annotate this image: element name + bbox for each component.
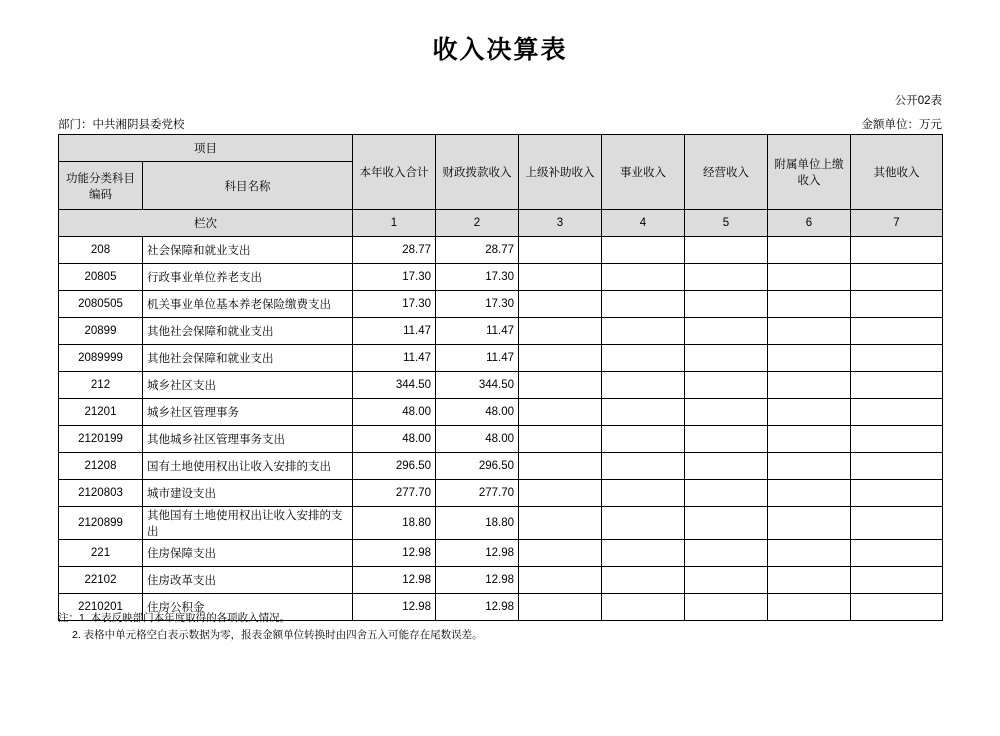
cell-business bbox=[602, 567, 685, 594]
cell-name: 住房保障支出 bbox=[143, 540, 353, 567]
cell-operating bbox=[685, 264, 768, 291]
table-row bbox=[59, 426, 943, 453]
note-line-1: 注：1. 本表反映部门本年度取得的各项收入情况。 bbox=[58, 612, 291, 624]
cell-superior bbox=[519, 345, 602, 372]
cell-code: 22102 bbox=[59, 567, 143, 594]
cell-business bbox=[602, 507, 685, 540]
cell-superior bbox=[519, 480, 602, 507]
income-final-accounts-table bbox=[58, 134, 942, 621]
cell-subordinate bbox=[768, 318, 851, 345]
table-row bbox=[59, 507, 943, 540]
cell-name: 机关事业单位基本养老保险缴费支出 bbox=[143, 291, 353, 318]
cell-other bbox=[851, 507, 943, 540]
cell-name: 其他城乡社区管理事务支出 bbox=[143, 426, 353, 453]
table-row bbox=[59, 318, 943, 345]
cell-name: 城市建设支出 bbox=[143, 480, 353, 507]
cell-name: 城乡社区支出 bbox=[143, 372, 353, 399]
cell-fiscal: 18.80 bbox=[436, 507, 519, 540]
cell-name: 城乡社区管理事务 bbox=[143, 399, 353, 426]
cell-superior bbox=[519, 426, 602, 453]
cell-business bbox=[602, 453, 685, 480]
cell-code: 20805 bbox=[59, 264, 143, 291]
cell-business bbox=[602, 372, 685, 399]
group-header-item: 项目 bbox=[59, 135, 353, 162]
table-row bbox=[59, 567, 943, 594]
cell-name: 国有土地使用权出让收入安排的支出 bbox=[143, 453, 353, 480]
cell-fiscal: 11.47 bbox=[436, 345, 519, 372]
cell-business bbox=[602, 264, 685, 291]
cell-fiscal: 344.50 bbox=[436, 372, 519, 399]
cell-business bbox=[602, 237, 685, 264]
cell-total: 12.98 bbox=[353, 594, 436, 621]
cell-superior bbox=[519, 594, 602, 621]
row-number-6: 6 bbox=[768, 210, 851, 237]
column-header-operating: 经营收入 bbox=[685, 135, 768, 210]
page-title: 收入决算表 bbox=[432, 37, 568, 64]
cell-business bbox=[602, 291, 685, 318]
cell-subordinate bbox=[768, 540, 851, 567]
cell-other bbox=[851, 480, 943, 507]
cell-subordinate bbox=[768, 594, 851, 621]
cell-code: 212 bbox=[59, 372, 143, 399]
cell-other bbox=[851, 318, 943, 345]
cell-operating bbox=[685, 237, 768, 264]
column-header-code: 功能分类科目编码 bbox=[59, 162, 143, 210]
cell-code: 2120199 bbox=[59, 426, 143, 453]
table-row bbox=[59, 345, 943, 372]
meta-row bbox=[58, 116, 942, 132]
cell-operating bbox=[685, 567, 768, 594]
cell-subordinate bbox=[768, 480, 851, 507]
cell-other bbox=[851, 237, 943, 264]
cell-total: 12.98 bbox=[353, 567, 436, 594]
cell-name: 住房公积金 bbox=[143, 594, 353, 621]
cell-subordinate bbox=[768, 372, 851, 399]
cell-superior bbox=[519, 264, 602, 291]
column-header-fiscal: 财政拨款收入 bbox=[436, 135, 519, 210]
cell-operating bbox=[685, 507, 768, 540]
note-line-2: 2. 表格中单元格空白表示数据为零，报表金额单位转换时由四舍五入可能存在尾数误差。 bbox=[72, 629, 483, 641]
cell-subordinate bbox=[768, 291, 851, 318]
cell-fiscal: 17.30 bbox=[436, 291, 519, 318]
cell-code: 2080505 bbox=[59, 291, 143, 318]
cell-business bbox=[602, 594, 685, 621]
cell-subordinate bbox=[768, 399, 851, 426]
cell-superior bbox=[519, 291, 602, 318]
cell-total: 344.50 bbox=[353, 372, 436, 399]
cell-superior bbox=[519, 372, 602, 399]
row-number-4: 4 bbox=[602, 210, 685, 237]
column-header-business: 事业收入 bbox=[602, 135, 685, 210]
row-number-3: 3 bbox=[519, 210, 602, 237]
cell-operating bbox=[685, 426, 768, 453]
cell-code: 2210201 bbox=[59, 594, 143, 621]
cell-operating bbox=[685, 594, 768, 621]
table-row bbox=[59, 453, 943, 480]
cell-total: 11.47 bbox=[353, 318, 436, 345]
cell-fiscal: 12.98 bbox=[436, 567, 519, 594]
cell-operating bbox=[685, 291, 768, 318]
cell-code: 208 bbox=[59, 237, 143, 264]
cell-superior bbox=[519, 540, 602, 567]
cell-total: 12.98 bbox=[353, 540, 436, 567]
row-number-2: 2 bbox=[436, 210, 519, 237]
cell-fiscal: 12.98 bbox=[436, 594, 519, 621]
cell-other bbox=[851, 567, 943, 594]
cell-total: 17.30 bbox=[353, 264, 436, 291]
cell-total: 48.00 bbox=[353, 399, 436, 426]
cell-code: 2120899 bbox=[59, 507, 143, 540]
column-header-total: 本年收入合计 bbox=[353, 135, 436, 210]
notes bbox=[58, 610, 483, 644]
cell-operating bbox=[685, 399, 768, 426]
table-row bbox=[59, 480, 943, 507]
cell-business bbox=[602, 426, 685, 453]
table-row bbox=[59, 264, 943, 291]
cell-total: 11.47 bbox=[353, 345, 436, 372]
cell-subordinate bbox=[768, 507, 851, 540]
row-number-5: 5 bbox=[685, 210, 768, 237]
cell-superior bbox=[519, 318, 602, 345]
cell-superior bbox=[519, 567, 602, 594]
cell-total: 277.70 bbox=[353, 480, 436, 507]
cell-other bbox=[851, 399, 943, 426]
cell-other bbox=[851, 291, 943, 318]
document-page bbox=[0, 30, 1000, 736]
row-number-label: 栏次 bbox=[59, 210, 353, 237]
cell-business bbox=[602, 540, 685, 567]
form-code: 公开02表 bbox=[894, 95, 942, 107]
cell-subordinate bbox=[768, 567, 851, 594]
cell-business bbox=[602, 399, 685, 426]
table-row bbox=[59, 399, 943, 426]
cell-code: 21208 bbox=[59, 453, 143, 480]
cell-operating bbox=[685, 480, 768, 507]
cell-other bbox=[851, 540, 943, 567]
cell-other bbox=[851, 426, 943, 453]
table-row bbox=[59, 291, 943, 318]
cell-total: 18.80 bbox=[353, 507, 436, 540]
cell-fiscal: 48.00 bbox=[436, 399, 519, 426]
cell-superior bbox=[519, 237, 602, 264]
cell-name: 其他社会保障和就业支出 bbox=[143, 318, 353, 345]
cell-fiscal: 277.70 bbox=[436, 480, 519, 507]
amount-unit-label: 金额单位：万元 bbox=[861, 119, 942, 131]
cell-fiscal: 11.47 bbox=[436, 318, 519, 345]
cell-total: 28.77 bbox=[353, 237, 436, 264]
table-rownumber-row bbox=[59, 210, 943, 237]
cell-operating bbox=[685, 372, 768, 399]
cell-total: 17.30 bbox=[353, 291, 436, 318]
cell-other bbox=[851, 453, 943, 480]
row-number-7: 7 bbox=[851, 210, 943, 237]
row-number-1: 1 bbox=[353, 210, 436, 237]
cell-code: 2120803 bbox=[59, 480, 143, 507]
cell-other bbox=[851, 372, 943, 399]
cell-operating bbox=[685, 540, 768, 567]
column-header-other: 其他收入 bbox=[851, 135, 943, 210]
table-group-header-row bbox=[59, 135, 943, 162]
cell-superior bbox=[519, 399, 602, 426]
cell-business bbox=[602, 318, 685, 345]
cell-fiscal: 48.00 bbox=[436, 426, 519, 453]
cell-business bbox=[602, 480, 685, 507]
cell-name: 行政事业单位养老支出 bbox=[143, 264, 353, 291]
cell-subordinate bbox=[768, 453, 851, 480]
cell-code: 20899 bbox=[59, 318, 143, 345]
cell-name: 其他社会保障和就业支出 bbox=[143, 345, 353, 372]
cell-name: 住房改革支出 bbox=[143, 567, 353, 594]
cell-operating bbox=[685, 345, 768, 372]
cell-operating bbox=[685, 318, 768, 345]
column-header-subordinate: 附属单位上缴收入 bbox=[768, 135, 851, 210]
table-row bbox=[59, 540, 943, 567]
cell-subordinate bbox=[768, 426, 851, 453]
cell-code: 2089999 bbox=[59, 345, 143, 372]
cell-code: 21201 bbox=[59, 399, 143, 426]
cell-other bbox=[851, 264, 943, 291]
cell-superior bbox=[519, 453, 602, 480]
cell-fiscal: 12.98 bbox=[436, 540, 519, 567]
cell-subordinate bbox=[768, 264, 851, 291]
cell-fiscal: 28.77 bbox=[436, 237, 519, 264]
cell-total: 296.50 bbox=[353, 453, 436, 480]
cell-name: 其他国有土地使用权出让收入安排的支出 bbox=[143, 507, 353, 540]
column-header-superior: 上级补助收入 bbox=[519, 135, 602, 210]
cell-subordinate bbox=[768, 345, 851, 372]
department-label: 部门：中共湘阴县委党校 bbox=[58, 119, 185, 131]
cell-other bbox=[851, 345, 943, 372]
cell-code: 221 bbox=[59, 540, 143, 567]
table-row bbox=[59, 372, 943, 399]
table-row bbox=[59, 237, 943, 264]
cell-total: 48.00 bbox=[353, 426, 436, 453]
cell-name: 社会保障和就业支出 bbox=[143, 237, 353, 264]
cell-subordinate bbox=[768, 237, 851, 264]
cell-superior bbox=[519, 507, 602, 540]
cell-fiscal: 296.50 bbox=[436, 453, 519, 480]
cell-operating bbox=[685, 453, 768, 480]
cell-business bbox=[602, 345, 685, 372]
cell-other bbox=[851, 594, 943, 621]
column-header-name: 科目名称 bbox=[143, 162, 353, 210]
cell-fiscal: 17.30 bbox=[436, 264, 519, 291]
